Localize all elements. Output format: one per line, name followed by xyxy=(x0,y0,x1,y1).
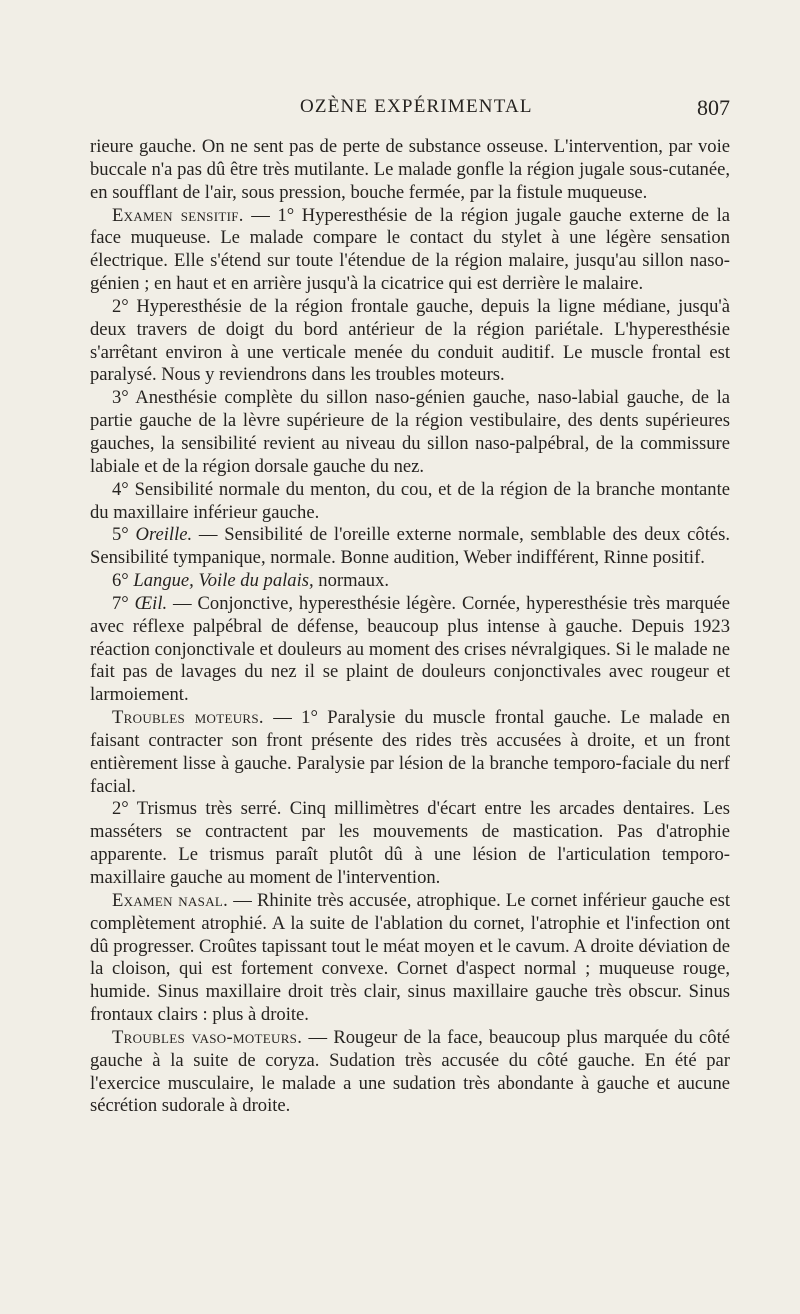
paragraph xyxy=(90,479,730,525)
page-number: 807 xyxy=(697,95,730,120)
item-number: 5° xyxy=(112,524,136,546)
section-label: Troubles vaso-moteurs. xyxy=(112,1026,303,1048)
paragraph-text: 4° Sensibilité normale du menton, du cou, et de la région de la branche montante du maxillaire inférieur gauche. xyxy=(90,478,730,523)
paragraph xyxy=(90,1027,730,1118)
item-heading: Œil. xyxy=(134,592,168,614)
paragraph xyxy=(90,890,730,1027)
paragraph-text: 2° Trismus très serré. Cinq millimètres d'écart entre les arcades dentaires. Les masséters se contractent par les mouvements de mastication. Pas d'atrophie apparente. Le trismus paraît plutôt dû à une lésion de l'articulation temporo-maxillaire gauche au moment de l'intervention. xyxy=(90,798,730,888)
section-label: Examen nasal. xyxy=(112,889,229,911)
paragraph xyxy=(90,296,730,387)
section-label: Examen sensitif. xyxy=(112,204,244,226)
paragraph-text: — Conjonctive, hyperesthésie légère. Cornée, hyperesthésie très marquée avec réflexe palpébral de défense, beaucoup plus intense à gauche. Depuis 1923 réaction conjonctivale et douleurs au moment des crises névralgiques. Si le malade ne fait pas de lavages du nez il se plaint de douleurs conjonctivales avec rougeur et larmoiement. xyxy=(90,592,730,706)
paragraph-text: 2° Hyperesthésie de la région frontale gauche, depuis la ligne médiane, jusqu'à deux travers de doigt du bord antérieur de la région pariétale. L'hyperesthésie s'arrêtant environ à une verticale menée du conduit auditif. Le muscle frontal est paralysé. Nous y reviendrons dans les troubles moteurs. xyxy=(90,295,730,386)
item-heading: Oreille. xyxy=(135,524,193,546)
paragraph-text: — Rougeur de la face, beaucoup plus marquée du côté gauche à la suite de coryza. Sudation très accusée du côté gauche. En été par l'exercice musculaire, le malade a une sudation très abondante à gauche et aucune sécrétion sudorale à droite. xyxy=(90,1026,730,1117)
paragraph xyxy=(90,205,730,296)
paragraph xyxy=(90,707,730,798)
paragraph-text: normaux. xyxy=(313,570,390,592)
paragraph xyxy=(90,136,730,205)
paragraph-text: 3° Anesthésie complète du sillon naso-génien gauche, naso-labial gauche, de la partie gauche de la lèvre supérieure de la région vestibulaire, des dents supérieures gauches, la sensibilité revient au niveau du sillon naso-palpébral, de la commissure labiale et de la région dorsale gauche du nez. xyxy=(90,387,730,477)
paragraph xyxy=(90,593,730,707)
paragraph-text: — Rhinite très accusée, atrophique. Le cornet inférieur gauche est complètement atrophié. A la suite de l'ablation du cornet, l'atrophie et l'infection ont dû progresser. Croûtes tapissant tout le méat moyen et le cavum. A droite déviation de la cloison, qui est fortement convexe. Cornet d'aspect normal ; muqueuse rouge, humide. Sinus maxillaire droit très clair, sinus maxillaire gauche très obscur. Sinus frontaux clairs : plus à droite. xyxy=(90,889,730,1026)
paragraph xyxy=(90,798,730,889)
paragraph xyxy=(90,570,730,593)
body-text xyxy=(90,136,730,1118)
section-label: Troubles moteurs. xyxy=(112,707,264,729)
paragraph-text: — 1° Hyperesthésie de la région jugale gauche externe de la face muqueuse. Le malade compare le contact du stylet à une légère sensation électrique. Elle s'étend sur toute l'étendue de la région malaire, jusqu'au sillon naso-génien ; en haut et en arrière jusqu'à la cicatrice qui est derrière le malaire. xyxy=(90,204,730,295)
running-title: OZÈNE EXPÉRIMENTAL xyxy=(300,96,533,117)
paragraph xyxy=(90,524,730,570)
paragraph xyxy=(90,387,730,478)
paragraph-text: — 1° Paralysie du muscle frontal gauche. Le malade en faisant contracter son front présente des rides très accusées à droite, et un front entièrement lisse à gauche. Paralysie par lésion de la branche temporo-faciale du nerf facial. xyxy=(90,707,730,797)
item-number: 7° xyxy=(112,592,135,614)
paragraph-text: rieure gauche. On ne sent pas de perte de substance osseuse. L'intervention, par voie buccale n'a pas dû être très mutilante. Le malade gonfle la région jugale sous-cutanée, en soufflant de l'air, sous pression, bouche fermée, par la fistule muqueuse. xyxy=(90,136,730,203)
item-heading: Langue, Voile du palais, xyxy=(133,570,314,592)
item-number: 6° xyxy=(112,570,134,592)
paragraph-text: — Sensibilité de l'oreille externe normale, semblable des deux côtés. Sensibilité tympanique, normale. Bonne audition, Weber indifférent, Rinne positif. xyxy=(90,524,730,569)
